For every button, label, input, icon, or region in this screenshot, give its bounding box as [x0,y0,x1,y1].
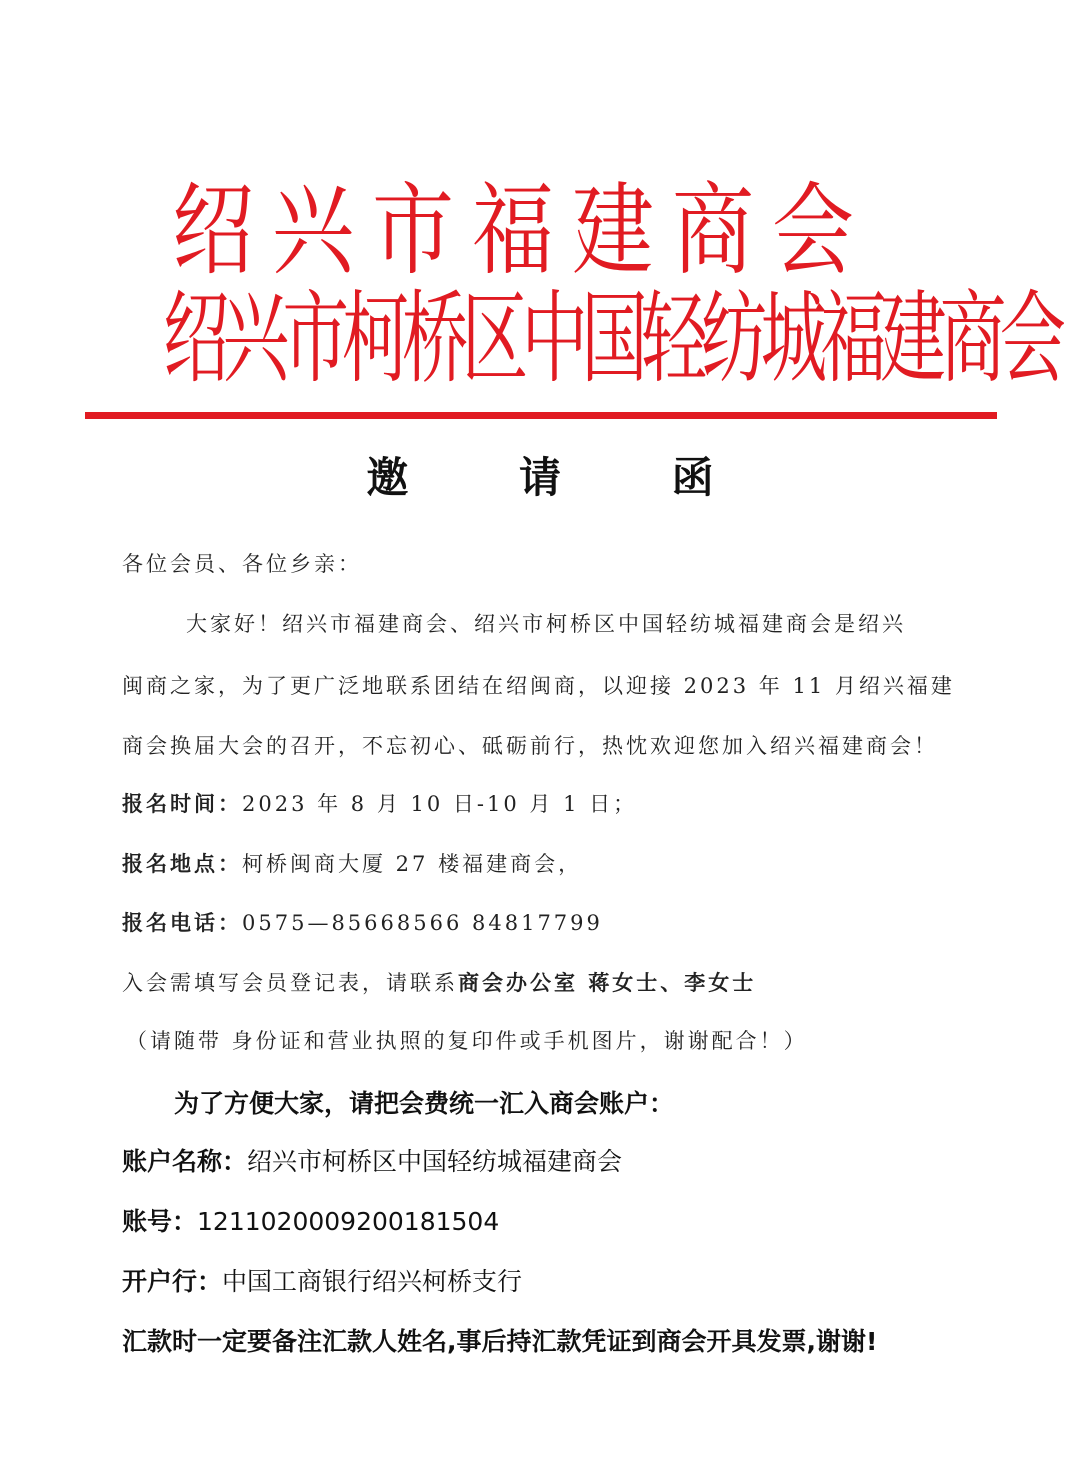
header-divider [85,412,997,419]
org-name-char: 福 [472,172,554,289]
registration-place-value: 柯桥闽商大厦 27 楼福建商会， [242,852,583,876]
org-name-char: 市 [372,172,454,289]
body-paragraph-line2: 闽商之家，为了更广泛地联系团结在绍闽商，以迎接 2023 年 11 月绍兴福建 [122,674,955,698]
org-name-char: 绍 [172,172,254,289]
org-name-char: 商 [672,172,754,289]
registration-time-value: 2023 年 8 月 10 日-10 月 1 日； [242,792,638,816]
document-title: 邀 请 函 [366,453,762,502]
registration-phone-value: 0575—85668566 84817799 [242,911,603,935]
org-name-line1 [163,172,854,289]
org-name-line2: 绍兴市柯桥区中国轻纺城福建商会 [163,280,1060,397]
bank-value: 中国工商银行绍兴柯桥支行 [222,1267,523,1296]
bank-label: 开户行： [122,1267,223,1296]
registration-place-label: 报名地点： [122,851,242,876]
contact-office: 商会办公室 蒋女士、李女士 [458,970,757,995]
body-paragraph-line3: 商会换届大会的召开，不忘初心、砥砺前行，热忱欢迎您加入绍兴福建商会！ [122,734,938,758]
account-number [122,1202,499,1238]
registration-time [122,788,637,818]
salutation: 各位会员、各位乡亲： [122,552,362,576]
account-name-label: 账户名称： [122,1147,248,1176]
org-name-char: 建 [572,172,654,289]
payment-intro: 为了方便大家，请把会费统一汇入商会账户： [174,1089,675,1118]
account-name [122,1142,622,1178]
registration-phone-label: 报名电话： [122,910,242,935]
contact-note: （请随带 身份证和营业执照的复印件或手机图片，谢谢配合！） [126,1029,808,1053]
account-number-value: 1211020009200181504 [197,1207,500,1236]
org-name-char: 兴 [272,172,354,289]
account-number-label: 账号： [122,1207,198,1236]
bank [122,1262,522,1298]
contact-prefix: 入会需填写会员登记表，请联系 [122,971,458,995]
registration-time-label: 报名时间： [122,791,242,816]
body-paragraph-line1: 大家好！绍兴市福建商会、绍兴市柯桥区中国轻纺城福建商会是绍兴 [186,612,906,636]
registration-phone [122,907,603,937]
contact-line [122,967,756,997]
org-name-char: 会 [772,172,854,289]
remittance-remark: 汇款时一定要备注汇款人姓名,事后持汇款凭证到商会开具发票,谢谢! [122,1327,878,1356]
account-name-value: 绍兴市柯桥区中国轻纺城福建商会 [247,1147,623,1176]
registration-place [122,848,582,878]
